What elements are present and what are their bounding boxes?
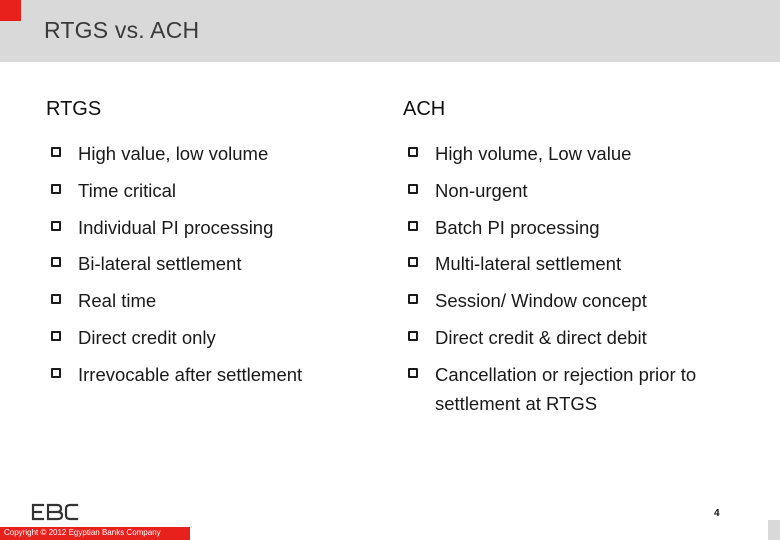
list-item-label: High value, low volume: [78, 143, 269, 164]
hollow-square-icon: [408, 294, 418, 304]
list-item-label: High volume, Low value: [435, 143, 632, 164]
hollow-square-icon: [51, 368, 61, 378]
list-item-label: Direct credit & direct debit: [435, 326, 647, 348]
copyright-text: Copyright © 2012 Egyptian Banks Company: [4, 528, 161, 537]
column-heading-rtgs: RTGS: [46, 98, 102, 120]
list-item-label: Real time: [78, 290, 157, 312]
list-item: [403, 249, 748, 278]
hollow-square-icon: [408, 257, 418, 267]
slide-title: RTGS vs. ACH: [44, 17, 200, 43]
corner-decoration: [768, 520, 780, 540]
list-item: [403, 323, 748, 352]
page-number: 4: [714, 508, 720, 519]
list-item-label: Bi-lateral settlement: [78, 253, 242, 275]
list-item: [46, 213, 366, 242]
hollow-square-icon: [51, 221, 61, 231]
ach-column: [403, 96, 748, 426]
hollow-square-icon: [408, 221, 418, 231]
list-item: [46, 286, 366, 315]
list-item-label: Multi-lateral settlement: [435, 253, 622, 275]
hollow-square-icon: [51, 294, 61, 304]
list-item-label: Batch PI processing: [435, 216, 600, 238]
list-item: [46, 176, 366, 205]
hollow-square-icon: [408, 147, 418, 157]
hollow-square-icon: [51, 184, 61, 194]
list-item-label: Cancellation or rejection prior to settlement at RTGS: [435, 363, 697, 414]
list-item-label: Direct credit only: [78, 326, 216, 348]
list-item: [46, 360, 366, 389]
list-item-label: Irrevocable after settlement: [78, 363, 303, 385]
list-item: [403, 213, 748, 242]
hollow-square-icon: [51, 147, 61, 157]
list-item-label: Session/ Window concept: [435, 290, 647, 312]
rtgs-column: [46, 96, 366, 397]
list-item: [403, 286, 748, 315]
hollow-square-icon: [51, 257, 61, 267]
list-item: [46, 139, 366, 168]
hollow-square-icon: [408, 184, 418, 194]
list-item: [403, 176, 748, 205]
ebc-logo: [30, 503, 80, 521]
list-item-label: Non-urgent: [435, 179, 528, 201]
list-item: [403, 360, 748, 418]
hollow-square-icon: [51, 331, 61, 341]
red-corner-accent: [0, 0, 21, 21]
list-item: [403, 139, 748, 168]
footer-bar: [0, 527, 190, 540]
list-item: [46, 249, 366, 278]
hollow-square-icon: [408, 368, 418, 378]
column-heading-ach: ACH: [403, 98, 446, 120]
hollow-square-icon: [408, 331, 418, 341]
list-item: [46, 323, 366, 352]
list-item-label: Time critical: [78, 179, 176, 201]
list-item-label: Individual PI processing: [78, 216, 274, 238]
